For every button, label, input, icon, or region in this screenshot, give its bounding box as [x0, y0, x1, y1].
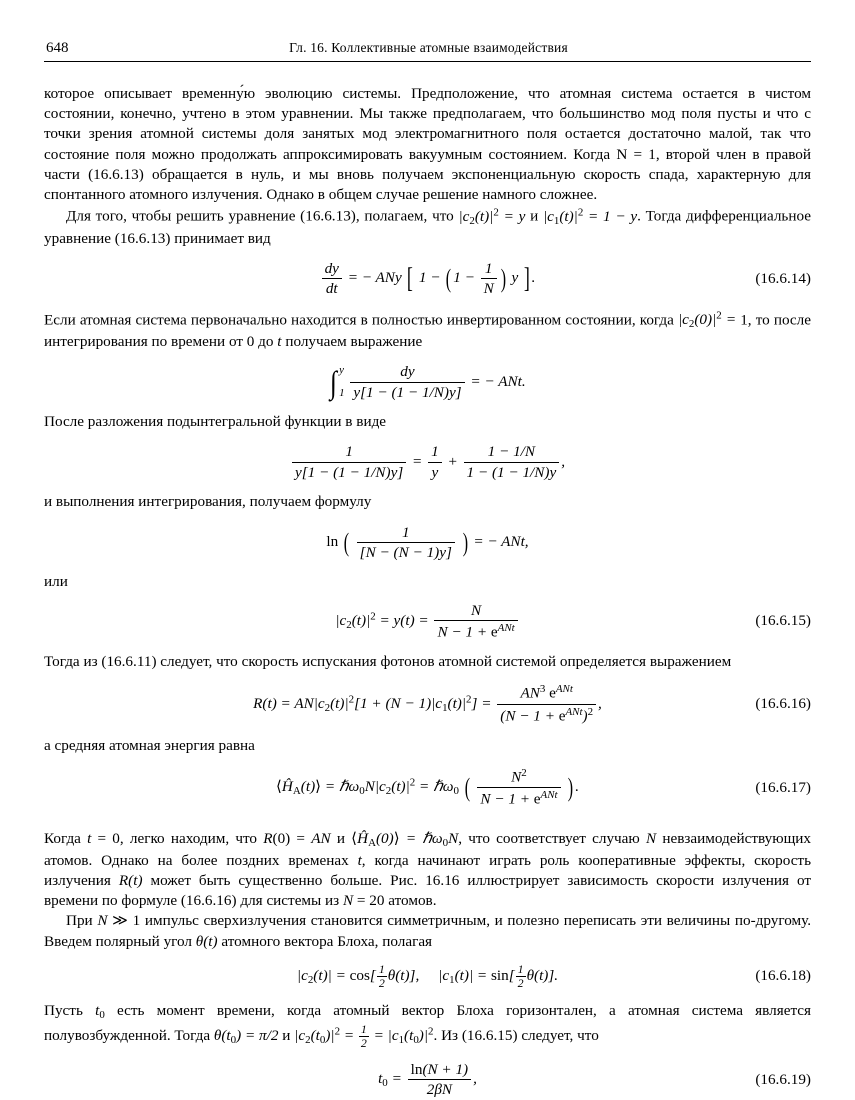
paragraph-8: а средняя атомная энергия равна — [44, 736, 255, 754]
equation-16-6-16 — [44, 683, 811, 724]
running-title: Гл. 16. Коллективные атомные взаимодействия — [289, 40, 568, 55]
equation-16-6-18 — [44, 963, 811, 990]
header-rule — [44, 61, 811, 62]
equation-body: ∫ y 1 $\frac{dy}{y[1 - (1 - 1/N)y]}$ = − ANt. — [330, 363, 526, 401]
paragraph-5: и выполнения интегрирования, получаем формулу — [44, 493, 372, 511]
equation-body: $|c_2(t)|^2 = y(t)$ = $\frac{N}{N - 1 + e^{ANt}}$ — [335, 612, 519, 629]
equation-integral — [44, 363, 811, 401]
equation-number: (16.6.19) — [755, 1070, 811, 1088]
equation-body: $R(t) = AN|c_2(t)|^2[1 + (N - 1)|c_1(t)|^2]$ = $\frac{AN^3 e^{ANt}}{(N - 1 + e^{ANt})^2}$ , — [253, 683, 602, 725]
equation-body: $t_0$ = $\frac{\ln(N + 1)}{2\beta N}$ , — [378, 1060, 477, 1099]
connector-word: или — [44, 572, 68, 590]
paragraph-4: После разложения подынтегральной функции в виде — [44, 413, 387, 431]
paragraph-2: Для того, чтобы решить уравнение (16.6.13), полагаем, что $|c_2(t)|^2 = y$ и $|c_1(t)|^2 = 1 - y$. Тогда дифференциальное уравнение (16.6.13) принимает вид — [44, 206, 811, 247]
equation-body: $\frac{dy}{dt}$ = − ANy [ 1 − ( 1 − $\frac{1}{N}$ ) y ] . — [320, 269, 536, 286]
equation-body: ln ( $\frac{1}{[N - (N - 1)y]}$ ) = − ANt, — [326, 523, 529, 562]
equation-16-6-17 — [44, 767, 811, 808]
equation-number: (16.6.16) — [755, 695, 811, 713]
paragraph-10: При N ≫ 1 импульс сверхизлучения становится симметричным, и полезно переписать эти величины по-другому. Введем полярный угол θ(t) атомного вектора Блоха, полагая — [44, 912, 811, 950]
page-number: 648 — [46, 40, 69, 56]
equation-number: (16.6.17) — [755, 778, 811, 796]
paragraph-1: которое описывает временну́ю эволюцию системы. Предположение, что атомная система остается в чистом состоянии, конечно, учтено в этом уравнении. Мы также предполагаем, что большинство мод поля пусты и что с точки зрения атомной системы доля занятых мод электромагнитного поля остается достаточно малой, так что состояние поля можно продолжать аппроксимировать вакуумным состоянием. Когда N = 1, второй член в правой части (16.6.13) обращается в нуль, и мы вновь получаем экспоненциальную скорость спада, характерную для спонтанного атомного излучения. Однако в общем случае решение намного сложнее. — [44, 85, 811, 204]
equation-16-6-19 — [44, 1061, 811, 1099]
equation-body: $\frac{1}{y[1 - (1 - 1/N)y]}$ = $\frac{1}{y}$ + $\frac{1 - 1/N}{1 - (1 - 1/N)y}$ , — [290, 453, 565, 470]
paragraph-9: Когда t = 0, легко находим, что R(0) = AN и $⟨Ĥ_A(0)⟩$ = ℏω$_0$N, что соответствует случаю N невзаимодействующих атомов. Однако на более поздних временах t, когда начинают играть роль кооперативные эффекты, скорость излучения R(t) может быть существенно больше. Рис. 16.16 иллюстрирует зависимость скорости излучения от времени по формуле (16.6.16) для системы из N = 20 атомов. — [44, 830, 812, 910]
paragraph-7: Тогда из (16.6.11) следует, что скорость испускания фотонов атомной системой определяется выражением — [44, 653, 732, 671]
paragraph-11: Пусть $t_0$ есть момент времени, когда атомный вектор Блоха горизонтален, а атомная система является полувозбужденной. Тогда $\theta(t_0) = \pi/2$ и $|c_2(t_0)|^2$ = $\frac{1}{2}$ = $|c_1(t_0)|^2$. Из (16.6.15) следует, что — [44, 1001, 811, 1050]
equation-number: (16.6.18) — [755, 967, 811, 985]
equation-number: (16.6.15) — [755, 612, 811, 630]
equation-number: (16.6.14) — [755, 269, 811, 287]
paragraph-3: Если атомная система первоначально находится в полностью инвертированном состоянии, когда $|c_2(0)|^2 = 1$, то после интегрирования по времени от 0 до t получаем выражение — [44, 309, 811, 351]
equation-16-6-14 — [44, 260, 811, 298]
equation-log — [44, 524, 811, 562]
equation-body: $⟨Ĥ_A(t)⟩$ = $\hbar\omega_0N|c_2(t)|^2$ = ℏω$_0$ ( $\frac{N^2}{N - 1 + e^{ANt}}$ ) . — [275, 766, 580, 808]
page-header — [44, 40, 811, 57]
equation-body: $|c_2(t)| = \cos$[ $\frac{1}{2}$ θ(t)], $|c_1(t)| = \sin$[ $\frac{1}{2}$ θ(t)]. — [296, 961, 559, 990]
equation-16-6-15 — [44, 602, 811, 642]
equation-partial-fractions — [44, 443, 811, 481]
